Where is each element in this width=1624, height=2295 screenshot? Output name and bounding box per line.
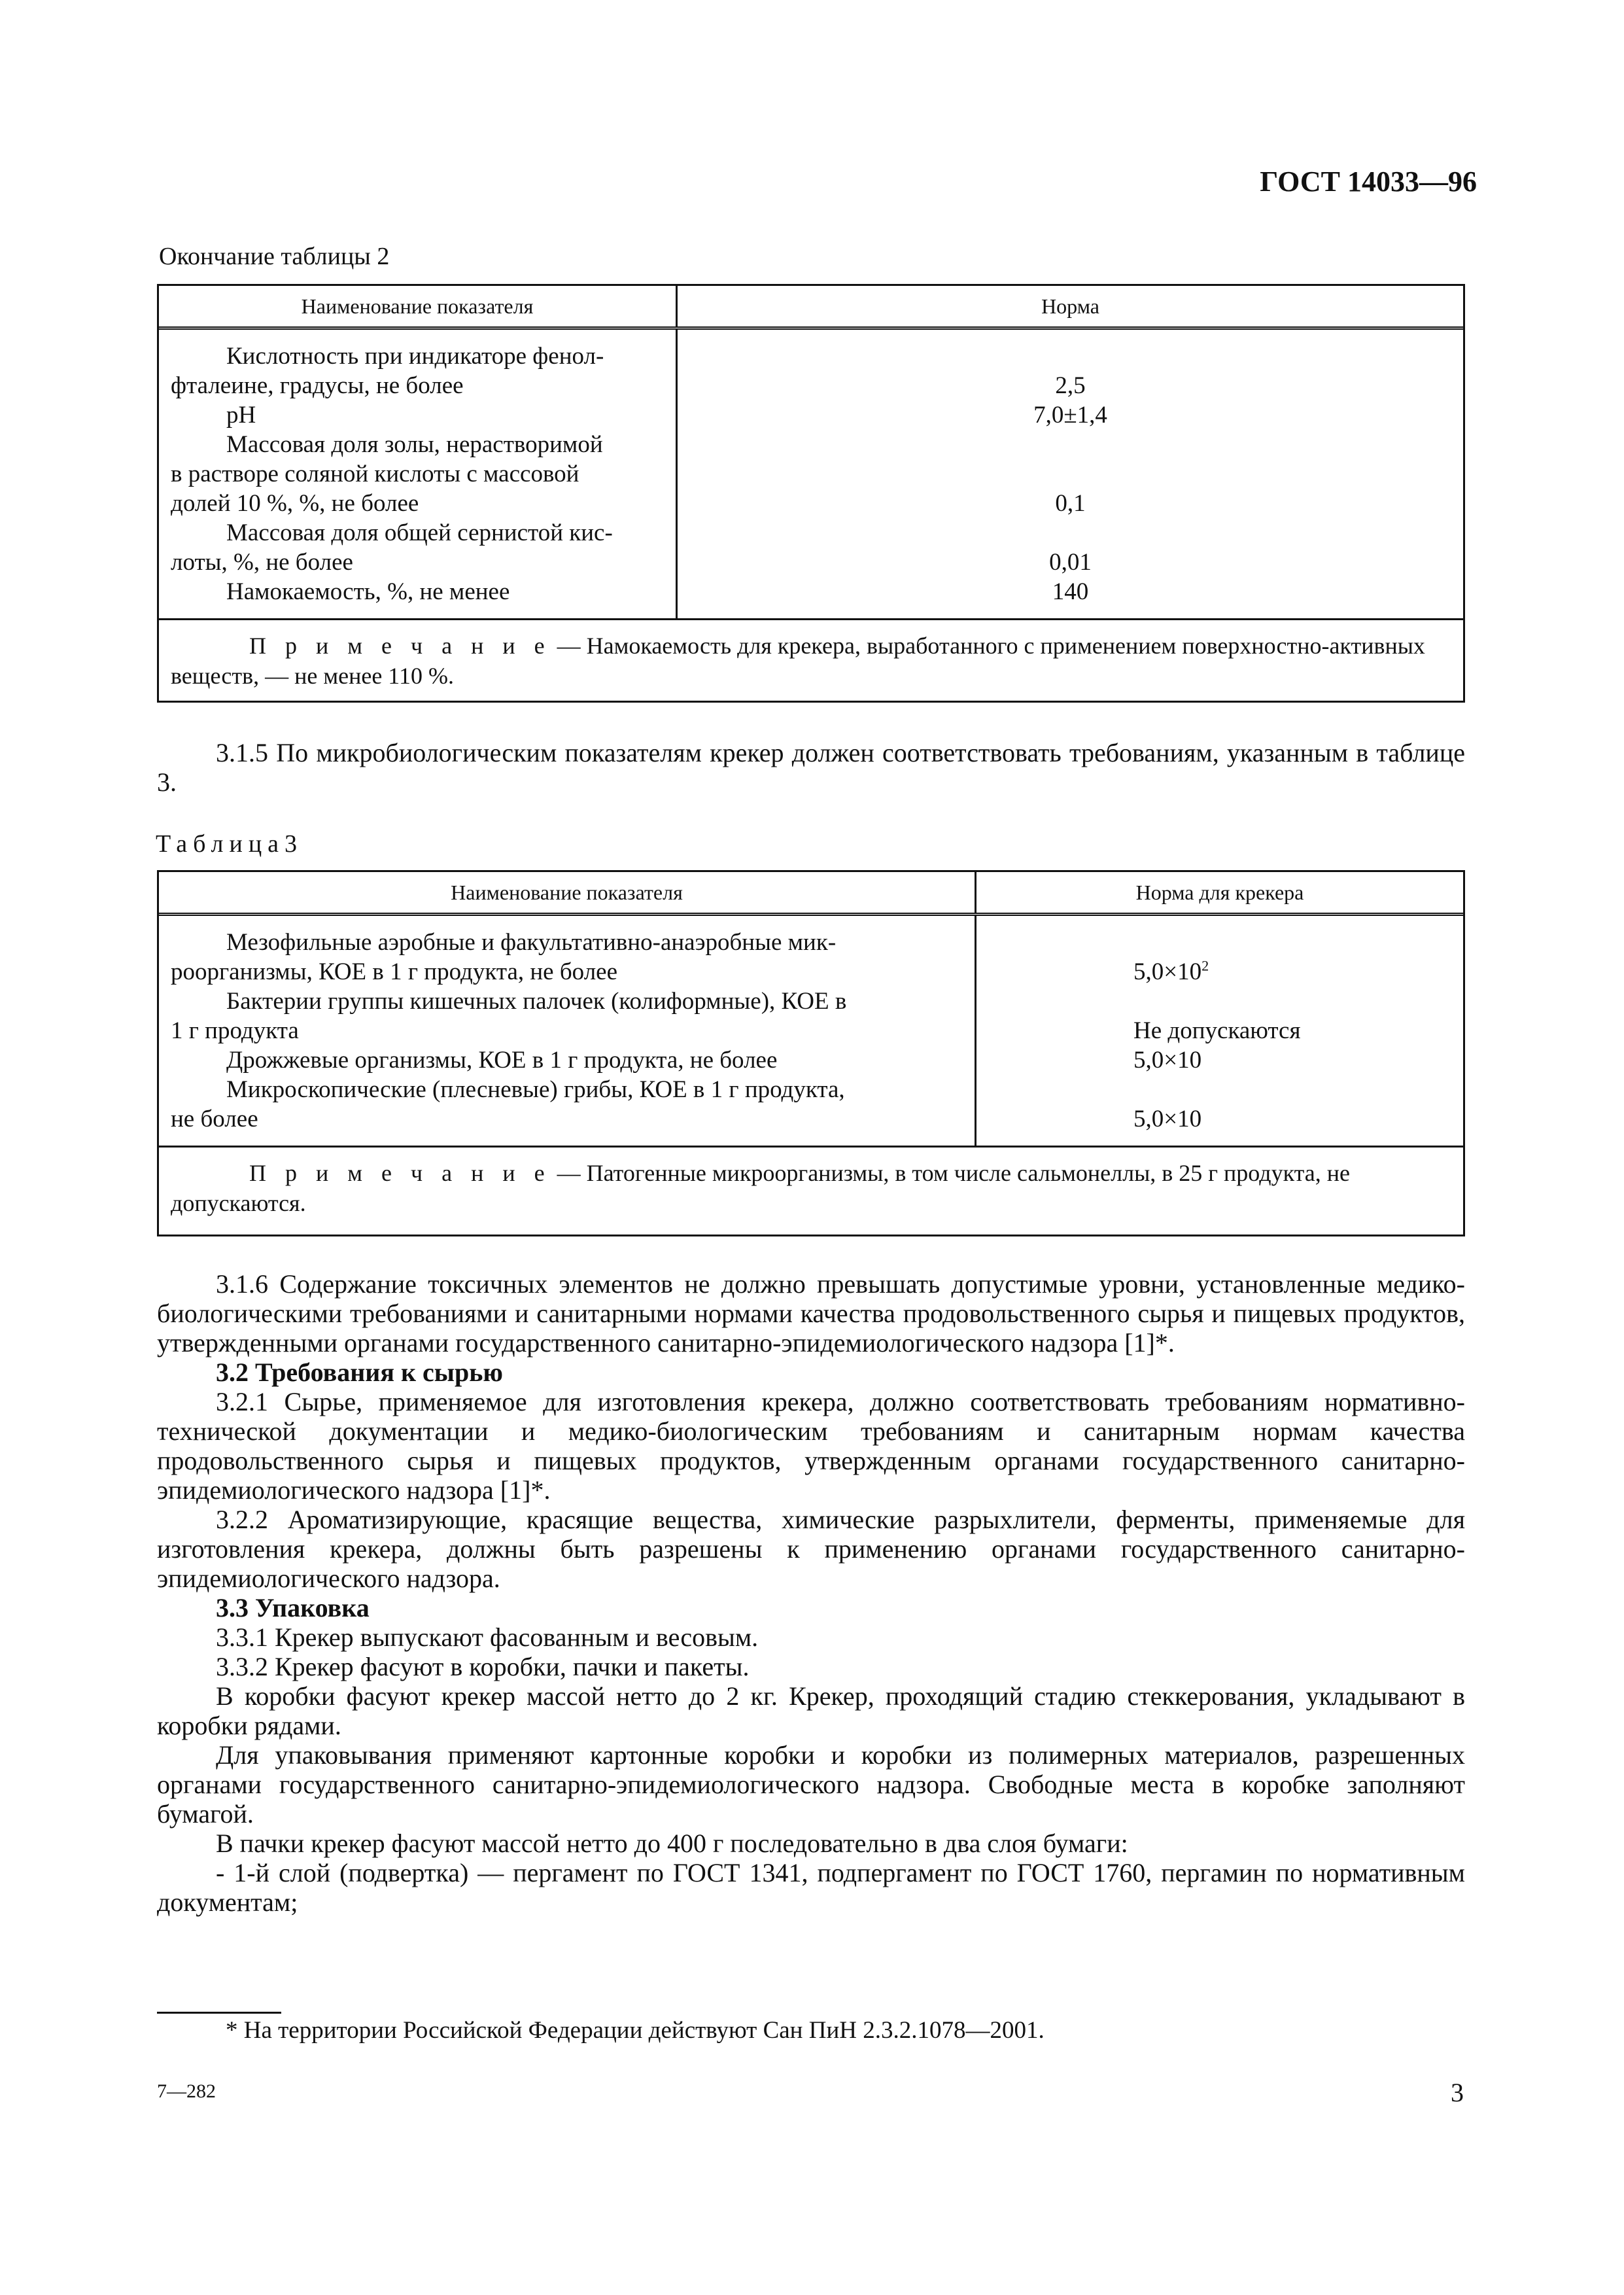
table-cell-value: 5,0×10 xyxy=(1133,1106,1202,1132)
footnote: * На территории Российской Федерации действуют Сан ПиН 2.3.2.1078—2001. xyxy=(226,2017,1045,2044)
table-row-label: роорганизмы, КОЕ в 1 г продукта, не более xyxy=(171,958,618,985)
table-row-label: Микроскопические (плесневые) грибы, КОЕ в 1 г продукта, xyxy=(226,1076,845,1103)
table-2-note xyxy=(159,618,1463,703)
table-cell-value: 7,0±1,4 xyxy=(1033,402,1107,429)
section-3-2-heading: 3.2 Требования к сырью xyxy=(216,1358,503,1387)
table-3 xyxy=(157,870,1465,1236)
table-row-label: долей 10 %, %, не более xyxy=(171,490,419,517)
table-row-label: Мезофильные аэробные и факультативно-анаэробные мик- xyxy=(226,929,837,956)
table-3-names xyxy=(159,916,976,1146)
document-code: ГОСТ 14033—96 xyxy=(1260,166,1477,198)
table-3-note xyxy=(159,1146,1463,1230)
paragraph-3-1-6: 3.1.6 Содержание токсичных элементов не должно превышать допустимые уровни, установленные медико-биологическими требованиями и санитарными нормами качества продовольственного сырья и пищевых продуктов, утвержденными органами государственного санитарно-эпидемиологического надзора [1]*. xyxy=(157,1269,1465,1358)
table-3-values xyxy=(976,916,1463,1146)
table-row-label: pH xyxy=(226,402,256,429)
paragraph-layer-1: - 1-й слой (подвертка) — пергамент по ГОСТ 1341, подпергамент по ГОСТ 1760, пергамин по нормативным документам; xyxy=(157,1858,1465,1917)
table-3-body xyxy=(159,916,1463,1146)
paragraph-3-2-1: 3.2.1 Сырье, применяемое для изготовления крекера, должно соответствовать требованиям нормативно-технической документации и медико-биологическим требованиям и санитарным нормам качества продовольственного сырья и пищевых продуктов, утвержденным органами государственного санитарно-эпидемиологического надзора [1]*. xyxy=(157,1387,1465,1505)
table-3-label: Таблица3 xyxy=(156,830,303,858)
table-cell-value: 2,5 xyxy=(1055,372,1086,399)
paragraph-3-1-5 xyxy=(157,738,1465,797)
table-row-label: Массовая доля золы, нерастворимой xyxy=(226,431,603,458)
paragraph-text: 3.1.5 По микробиологическим показателям крекер должен соответствовать требованиям, указанным в таблице 3. xyxy=(157,738,1465,797)
page-number: 3 xyxy=(1451,2078,1464,2107)
paragraph-boxes: В коробки фасуют крекер массой нетто до 2 кг. Крекер, проходящий стадию стеккерования, укладывают в коробки рядами. xyxy=(157,1681,1465,1740)
table-row-label: Намокаемость, %, не менее xyxy=(226,578,510,605)
table-2-values xyxy=(678,330,1463,618)
table-2 xyxy=(157,284,1465,703)
table-row-label: в растворе соляной кислоты с массовой xyxy=(171,461,579,487)
paragraph-3-3-2: 3.3.2 Крекер фасуют в коробки, пачки и пакеты. xyxy=(216,1652,750,1681)
table2-continuation-label: Окончание таблицы 2 xyxy=(159,243,390,270)
footnote-rule xyxy=(157,2012,281,2014)
note-prefix: П р и м е ч а н и е xyxy=(249,1160,551,1186)
table-2-col-name-header: Наименование показателя xyxy=(159,286,678,326)
table-row-label: 1 г продукта xyxy=(171,1017,299,1044)
table-row-label: Дрожжевые организмы, КОЕ в 1 г продукта, не более xyxy=(226,1047,778,1074)
table-row-label: Кислотность при индикаторе фенол- xyxy=(226,343,604,370)
paragraph-3-2-2: 3.2.2 Ароматизирующие, красящие вещества, химические разрыхлители, ферменты, применяемые для изготовления крекера, должны быть разрешены к применению органами государственного санитарно-эпидемиологического надзора. xyxy=(157,1505,1465,1593)
table-cell-value: Не допускаются xyxy=(1133,1017,1301,1044)
table-2-header xyxy=(159,286,1463,330)
paragraph-3-3-1: 3.3.1 Крекер выпускают фасованным и весовым. xyxy=(216,1622,759,1652)
note-text: — Намокаемость для крекера, выработанного с применением поверхностно-активных веществ, — не менее 110 %. xyxy=(171,633,1425,689)
table-cell-value: 0,1 xyxy=(1055,490,1086,517)
table-cell-value: 5,0×10 xyxy=(1133,1047,1202,1074)
table-2-body xyxy=(159,330,1463,618)
table-row-label: фталеине, градусы, не более xyxy=(171,372,464,399)
table-cell-value: 140 xyxy=(1052,578,1089,605)
print-mark: 7—282 xyxy=(157,2080,216,2102)
table-2-names xyxy=(159,330,678,618)
paragraph-packaging: Для упаковывания применяют картонные коробки и коробки из полимерных материалов, разрешенных органами государственного санитарно-эпидемиологического надзора. Свободные места в коробке заполняют бумагой. xyxy=(157,1740,1465,1829)
table-cell-value: 0,01 xyxy=(1049,549,1092,576)
note-text: — Патогенные микроорганизмы, в том числе сальмонеллы, в 25 г продукта, не допускаются. xyxy=(171,1160,1350,1216)
table-2-col-norm-header: Норма xyxy=(1041,294,1099,318)
section-3-3-heading: 3.3 Упаковка xyxy=(216,1593,370,1622)
table-3-header xyxy=(159,872,1463,916)
table-3-col-name-header: Наименование показателя xyxy=(159,872,976,913)
table-row-label: Бактерии группы кишечных палочек (колиформные), КОЕ в xyxy=(226,988,847,1015)
table-cell-value: $5,0\times 10^2$ xyxy=(1133,957,1209,985)
table-row-label: лоты, %, не более xyxy=(171,549,353,576)
paragraph-packs: В пачки крекер фасуют массой нетто до 400 г последовательно в два слоя бумаги: xyxy=(216,1829,1128,1858)
note-prefix: П р и м е ч а н и е xyxy=(249,633,551,659)
body-text xyxy=(157,1269,1465,1917)
table-row-label: Массовая доля общей сернистой кис- xyxy=(226,519,613,546)
table-row-label: не более xyxy=(171,1106,258,1132)
table-3-col-norm-header: Норма для крекера xyxy=(1135,880,1304,904)
